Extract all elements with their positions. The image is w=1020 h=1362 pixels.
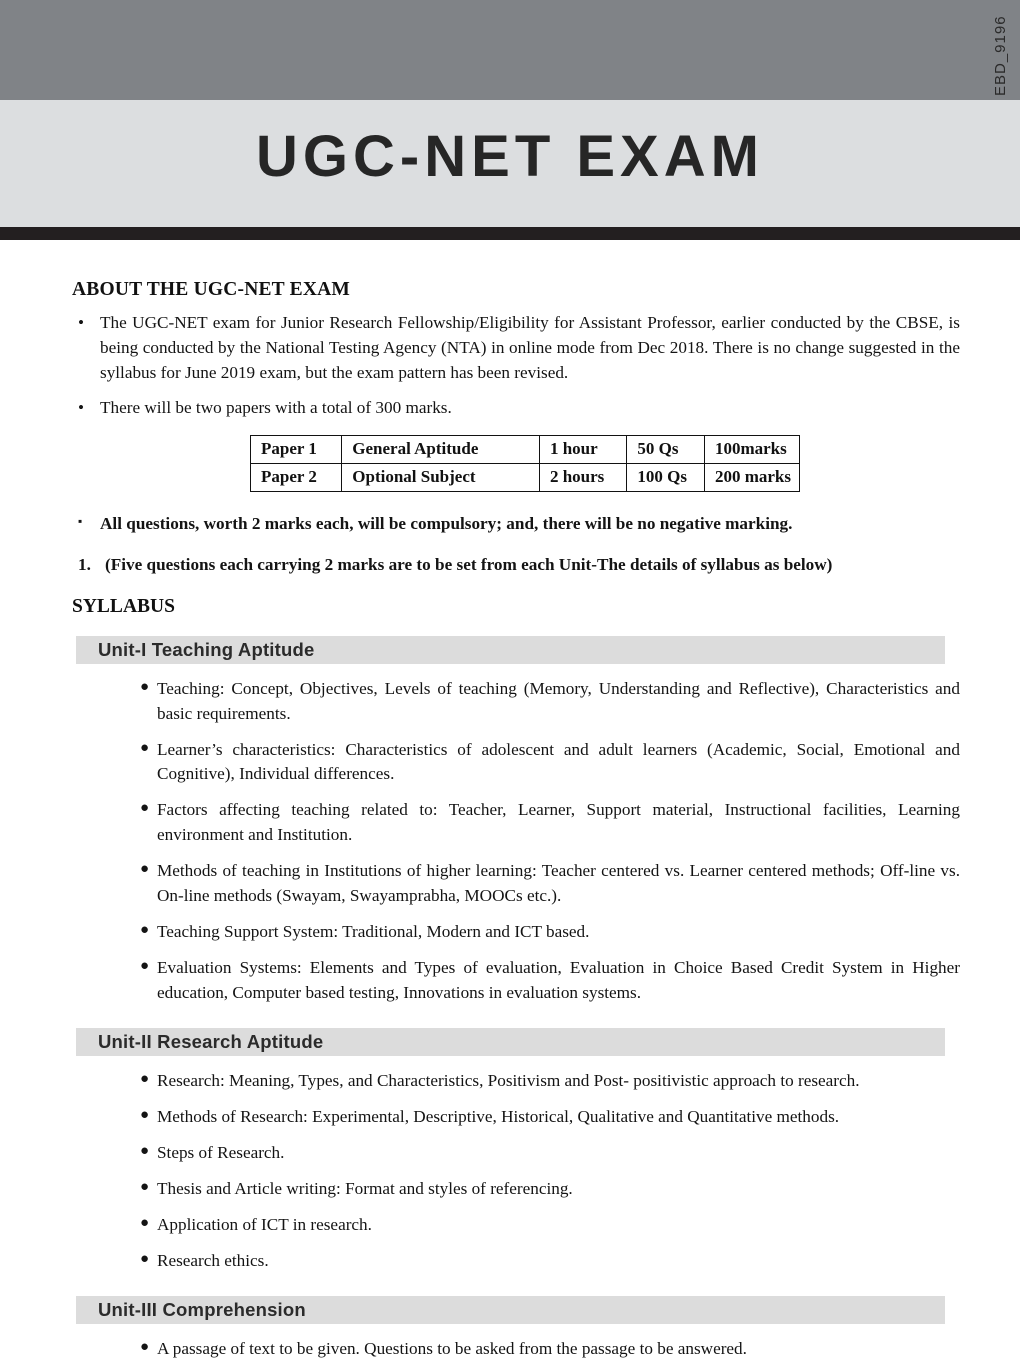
- table-cell-marks: 200 marks: [704, 463, 799, 491]
- list-item: [140, 1213, 960, 1238]
- square-bullet-icon: ▪: [78, 513, 83, 528]
- bullet-icon: •: [78, 313, 85, 332]
- document-body: [0, 240, 1020, 1362]
- list-item: [140, 677, 960, 727]
- table-cell-duration: 2 hours: [539, 463, 626, 491]
- list-item-text: Methods of Research: Experimental, Descriptive, Historical, Qualitative and Quantitative methods.: [157, 1106, 840, 1126]
- list-item-text: Teaching: Concept, Objectives, Levels of teaching (Memory, Understanding and Reflective), Characteristics and basic requirements.: [157, 678, 960, 723]
- unit-title-bar: Unit-III Comprehension: [76, 1296, 945, 1324]
- table-cell-questions: 100 Qs: [627, 463, 705, 491]
- table-cell-questions: 50 Qs: [627, 435, 705, 463]
- about-list: [0, 311, 1020, 421]
- list-number-label: 1.: [78, 554, 91, 574]
- bullet-icon: ●: [140, 861, 150, 878]
- list-item: [140, 1105, 960, 1130]
- list-item: [140, 1249, 960, 1274]
- list-item: [140, 956, 960, 1006]
- about-heading: ABOUT THE UGC-NET EXAM: [72, 279, 350, 300]
- unit-questions-note: [78, 553, 960, 578]
- unit-section-2: [0, 1028, 1020, 1274]
- unit-questions-note-text: (Five questions each carrying 2 marks are to be set from each Unit-The details of syllabus as below): [105, 554, 833, 574]
- list-item: [140, 920, 960, 945]
- list-item-text: Steps of Research.: [157, 1142, 285, 1162]
- list-item-text: Evaluation Systems: Elements and Types of evaluation, Evaluation in Choice Based Credit System in Higher education, Computer based testing, Innovations in evaluation systems.: [157, 958, 960, 1002]
- edition-code-label: EBD_9196: [992, 15, 1009, 96]
- table-cell-paper: Paper 1: [251, 435, 342, 463]
- bullet-icon: ●: [140, 1070, 150, 1087]
- bullet-icon: •: [78, 397, 85, 417]
- syllabus-heading: SYLLABUS: [72, 595, 175, 617]
- table-cell-subject: Optional Subject: [342, 463, 540, 491]
- bullet-icon: ●: [140, 678, 150, 695]
- table-cell-subject: General Aptitude: [342, 435, 540, 463]
- list-item: [140, 1177, 960, 1202]
- table-row: [251, 435, 800, 463]
- unit-section-3: [0, 1296, 1020, 1362]
- compulsory-note: [78, 512, 960, 537]
- header-dark-rule: [0, 227, 1020, 240]
- list-item: [140, 1141, 960, 1166]
- list-item-text: Factors affecting teaching related to: Teacher, Learner, Support material, Instructional facilities, Learning environment and Institution.: [157, 800, 960, 845]
- bullet-icon: ●: [140, 739, 150, 756]
- unit-section-1: [0, 636, 1020, 1006]
- bullet-icon: ●: [140, 922, 150, 939]
- bullet-icon: ●: [140, 1214, 150, 1231]
- bullet-icon: ●: [140, 800, 150, 817]
- list-item-text: Thesis and Article writing: Format and styles of referencing.: [157, 1178, 573, 1198]
- list-item-text: Teaching Support System: Traditional, Modern and ICT based.: [157, 922, 590, 942]
- list-item-text: The UGC-NET exam for Junior Research Fellowship/Eligibility for Assistant Professor, earlier conducted by the CBSE, is being conducted by the National Testing Agency (NTA) in online mode from Dec 2018. There is no change suggested in the syllabus for June 2019 exam, but the exam pattern has been revised.: [100, 313, 960, 382]
- unit-title-bar: Unit-II Research Aptitude: [76, 1028, 945, 1056]
- bullet-icon: ●: [140, 958, 150, 975]
- unit-title-bar: Unit-I Teaching Aptitude: [76, 636, 945, 664]
- table-cell-duration: 1 hour: [539, 435, 626, 463]
- list-item-text: There will be two papers with a total of 300 marks.: [100, 397, 452, 417]
- list-item: [140, 738, 960, 788]
- unit-topic-list: [0, 1337, 1020, 1362]
- list-item: [78, 311, 960, 386]
- list-item-text: A passage of text to be given. Questions to be asked from the passage to be answered.: [157, 1338, 747, 1358]
- bullet-icon: ●: [140, 1338, 150, 1355]
- list-item: [140, 1069, 960, 1094]
- bullet-icon: ●: [140, 1250, 150, 1267]
- list-item: [140, 798, 960, 848]
- bullet-icon: ●: [140, 1142, 150, 1159]
- table-cell-paper: Paper 2: [251, 463, 342, 491]
- list-item: [140, 1337, 960, 1362]
- list-item-text: Methods of teaching in Institutions of higher learning: Teacher centered vs. Learner centered methods; Off-line vs. On-line methods (Swayam, Swayamprabha, MOOCs etc.).: [157, 861, 960, 906]
- paper-pattern-table: [250, 435, 800, 492]
- list-item-text: Application of ICT in research.: [157, 1214, 372, 1234]
- compulsory-note-text: All questions, worth 2 marks each, will be compulsory; and, there will be no negative marking.: [100, 513, 793, 533]
- bullet-icon: ●: [140, 1178, 150, 1195]
- list-item: [140, 859, 960, 909]
- bullet-icon: ●: [140, 1106, 150, 1123]
- list-item: [78, 396, 960, 421]
- unit-topic-list: [0, 677, 1020, 1006]
- table-cell-marks: 100marks: [704, 435, 799, 463]
- list-item-text: Research ethics.: [157, 1250, 269, 1270]
- list-item-text: Learner’s characteristics: Characteristics of adolescent and adult learners (Academic, Social, Emotional and Cognitive), Individual differences.: [157, 739, 960, 784]
- table-row: [251, 463, 800, 491]
- list-item-text: Research: Meaning, Types, and Characteristics, Positivism and Post- positivistic approach to research.: [157, 1070, 860, 1090]
- header-gray-band: [0, 0, 1020, 100]
- page-title: UGC-NET EXAM: [256, 124, 764, 189]
- unit-topic-list: [0, 1069, 1020, 1274]
